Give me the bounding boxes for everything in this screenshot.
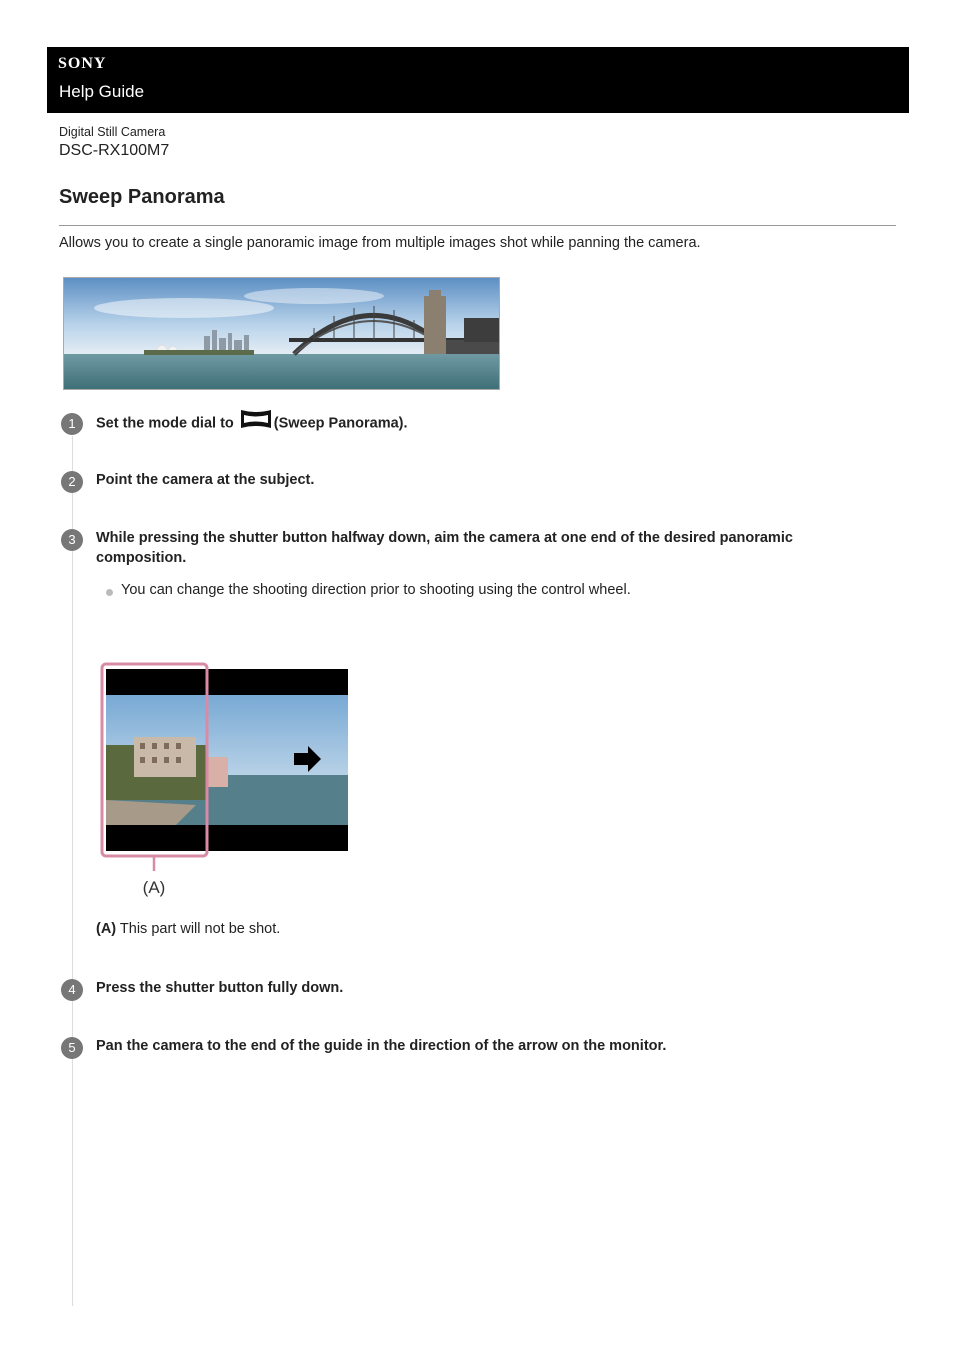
panorama-guide-figure — [96, 655, 356, 900]
step-number-2: 2 — [61, 471, 83, 493]
note-bullet — [106, 589, 113, 596]
help-guide-title[interactable]: Help Guide — [59, 82, 145, 101]
caption-text: This part will not be shot. — [116, 921, 281, 937]
figure-caption — [96, 921, 280, 937]
step-1-text — [96, 412, 408, 435]
page-title: Sweep Panorama — [59, 186, 225, 208]
header-bar — [47, 47, 909, 113]
steps-connector-line — [72, 436, 73, 1306]
figure-label-a: (A) — [142, 878, 166, 897]
title-divider — [59, 225, 896, 226]
product-model: DSC-RX100M7 — [59, 142, 170, 159]
step-1-text-after: (Sweep Panorama). — [273, 415, 408, 432]
step-3-text: While pressing the shutter button halfway down, aim the camera at one end of the desired panoramic composition. — [96, 530, 793, 566]
sony-logo[interactable]: SONY — [58, 55, 107, 72]
step-number-4: 4 — [61, 979, 83, 1001]
step-number-1: 1 — [61, 413, 83, 435]
step-5-text: Pan the camera to the end of the guide in the direction of the arrow on the monitor. — [96, 1038, 667, 1054]
step-2-text: Point the camera at the subject. — [96, 472, 315, 488]
note-text: You can change the shooting direction prior to shooting using the control wheel. — [121, 582, 631, 598]
step-1-text-before: Set the mode dial to — [96, 415, 234, 432]
product-category: Digital Still Camera — [59, 125, 166, 139]
step-4-text: Press the shutter button fully down. — [96, 980, 344, 996]
panorama-image — [63, 277, 500, 390]
intro-text: Allows you to create a single panoramic image from multiple images shot while panning the camera. — [59, 235, 701, 251]
caption-label: (A) — [96, 921, 117, 937]
step-number-3: 3 — [61, 529, 83, 551]
sweep-panorama-icon — [240, 409, 272, 435]
step-number-5: 5 — [61, 1037, 83, 1059]
